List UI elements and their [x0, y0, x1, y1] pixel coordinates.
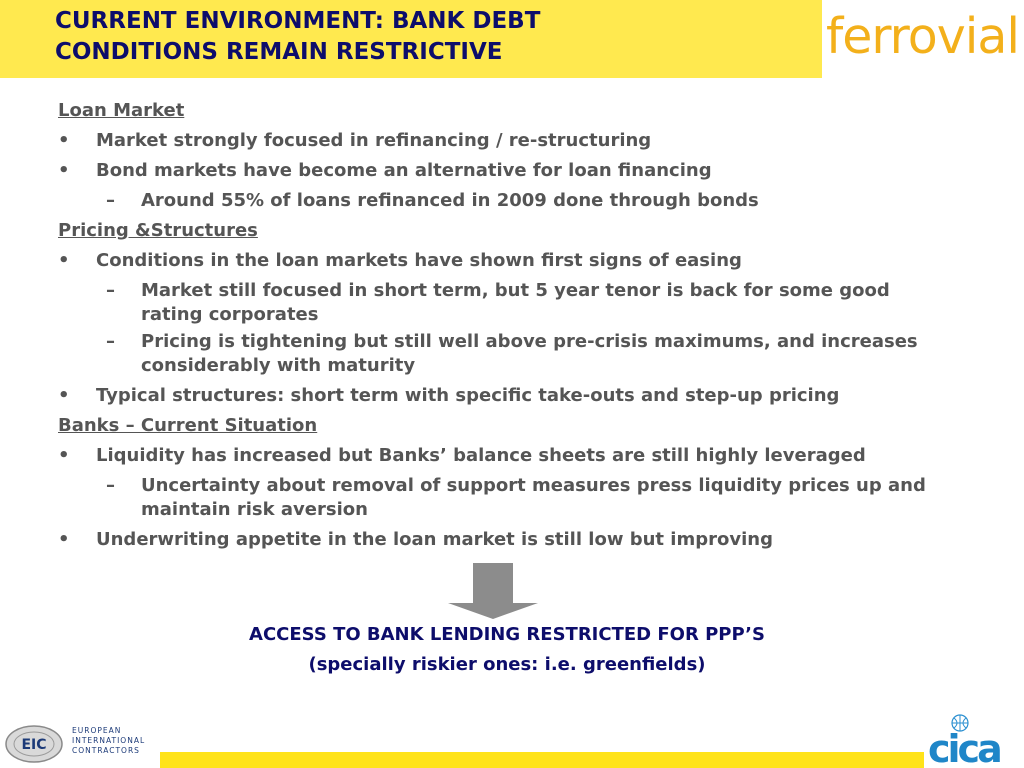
- eic-seal-icon: [4, 724, 64, 764]
- cica-logo: [924, 712, 1020, 768]
- conclusion-line-1: ACCESS TO BANK LENDING RESTRICTED FOR PPP’S: [249, 624, 765, 645]
- title-line-2: CONDITIONS REMAIN RESTRICTIVE: [55, 39, 503, 65]
- dash-mark: –: [106, 190, 115, 211]
- section-heading-banks: Banks – Current Situation: [58, 415, 318, 436]
- sub-bullet-item: – Market still focused in short term, but 5 year tenor is back for some good rating corporates: [106, 280, 890, 325]
- bullet-mark: •: [58, 385, 70, 406]
- svg-text:cica: cica: [928, 727, 1000, 768]
- bullet-item: • Conditions in the loan markets have shown first signs of easing: [58, 246, 998, 276]
- ferrovial-logo: ferrovial: [826, 8, 1019, 65]
- eic-logo-text: EUROPEAN INTERNATIONAL CONTRACTORS: [72, 726, 146, 755]
- bullet-mark: •: [58, 250, 70, 271]
- bullet-mark: •: [58, 529, 70, 550]
- bullet-item: • Typical structures: short term with specific take-outs and step-up pricing: [58, 381, 998, 411]
- sub-bullet-item: – Pricing is tightening but still well above pre-crisis maximums, and increases considerably with maturity: [106, 331, 918, 376]
- slide-title: [55, 6, 815, 68]
- bullet-mark: •: [58, 445, 70, 466]
- conclusion-text: [0, 620, 1014, 680]
- footer-band: [160, 752, 924, 768]
- bullet-item: • Bond markets have become an alternative for loan financing: [58, 156, 998, 186]
- bullet-item: • Liquidity has increased but Banks’ balance sheets are still highly leveraged: [58, 441, 998, 471]
- bullet-item: • Market strongly focused in refinancing / re-structuring: [58, 126, 998, 156]
- dash-mark: –: [106, 280, 115, 301]
- dash-mark: –: [106, 331, 115, 352]
- slide-body: [58, 96, 998, 555]
- sub-bullet-item: – Uncertainty about removal of support measures press liquidity prices up and maintain risk aversion: [106, 475, 926, 520]
- svg-text:EIC: EIC: [21, 737, 47, 753]
- section-heading-loan-market: Loan Market: [58, 100, 185, 121]
- bullet-item: • Underwriting appetite in the loan market is still low but improving: [58, 525, 998, 555]
- sub-bullet-item: – Around 55% of loans refinanced in 2009 done through bonds: [106, 190, 759, 211]
- bullet-mark: •: [58, 130, 70, 151]
- bullet-mark: •: [58, 160, 70, 181]
- title-line-1: CURRENT ENVIRONMENT: BANK DEBT: [55, 8, 541, 34]
- section-heading-pricing: Pricing &Structures: [58, 220, 258, 241]
- dash-mark: –: [106, 475, 115, 496]
- conclusion-line-2: (specially riskier ones: i.e. greenfields): [308, 654, 706, 675]
- down-arrow-icon: [448, 563, 538, 619]
- eic-logo: [0, 720, 160, 768]
